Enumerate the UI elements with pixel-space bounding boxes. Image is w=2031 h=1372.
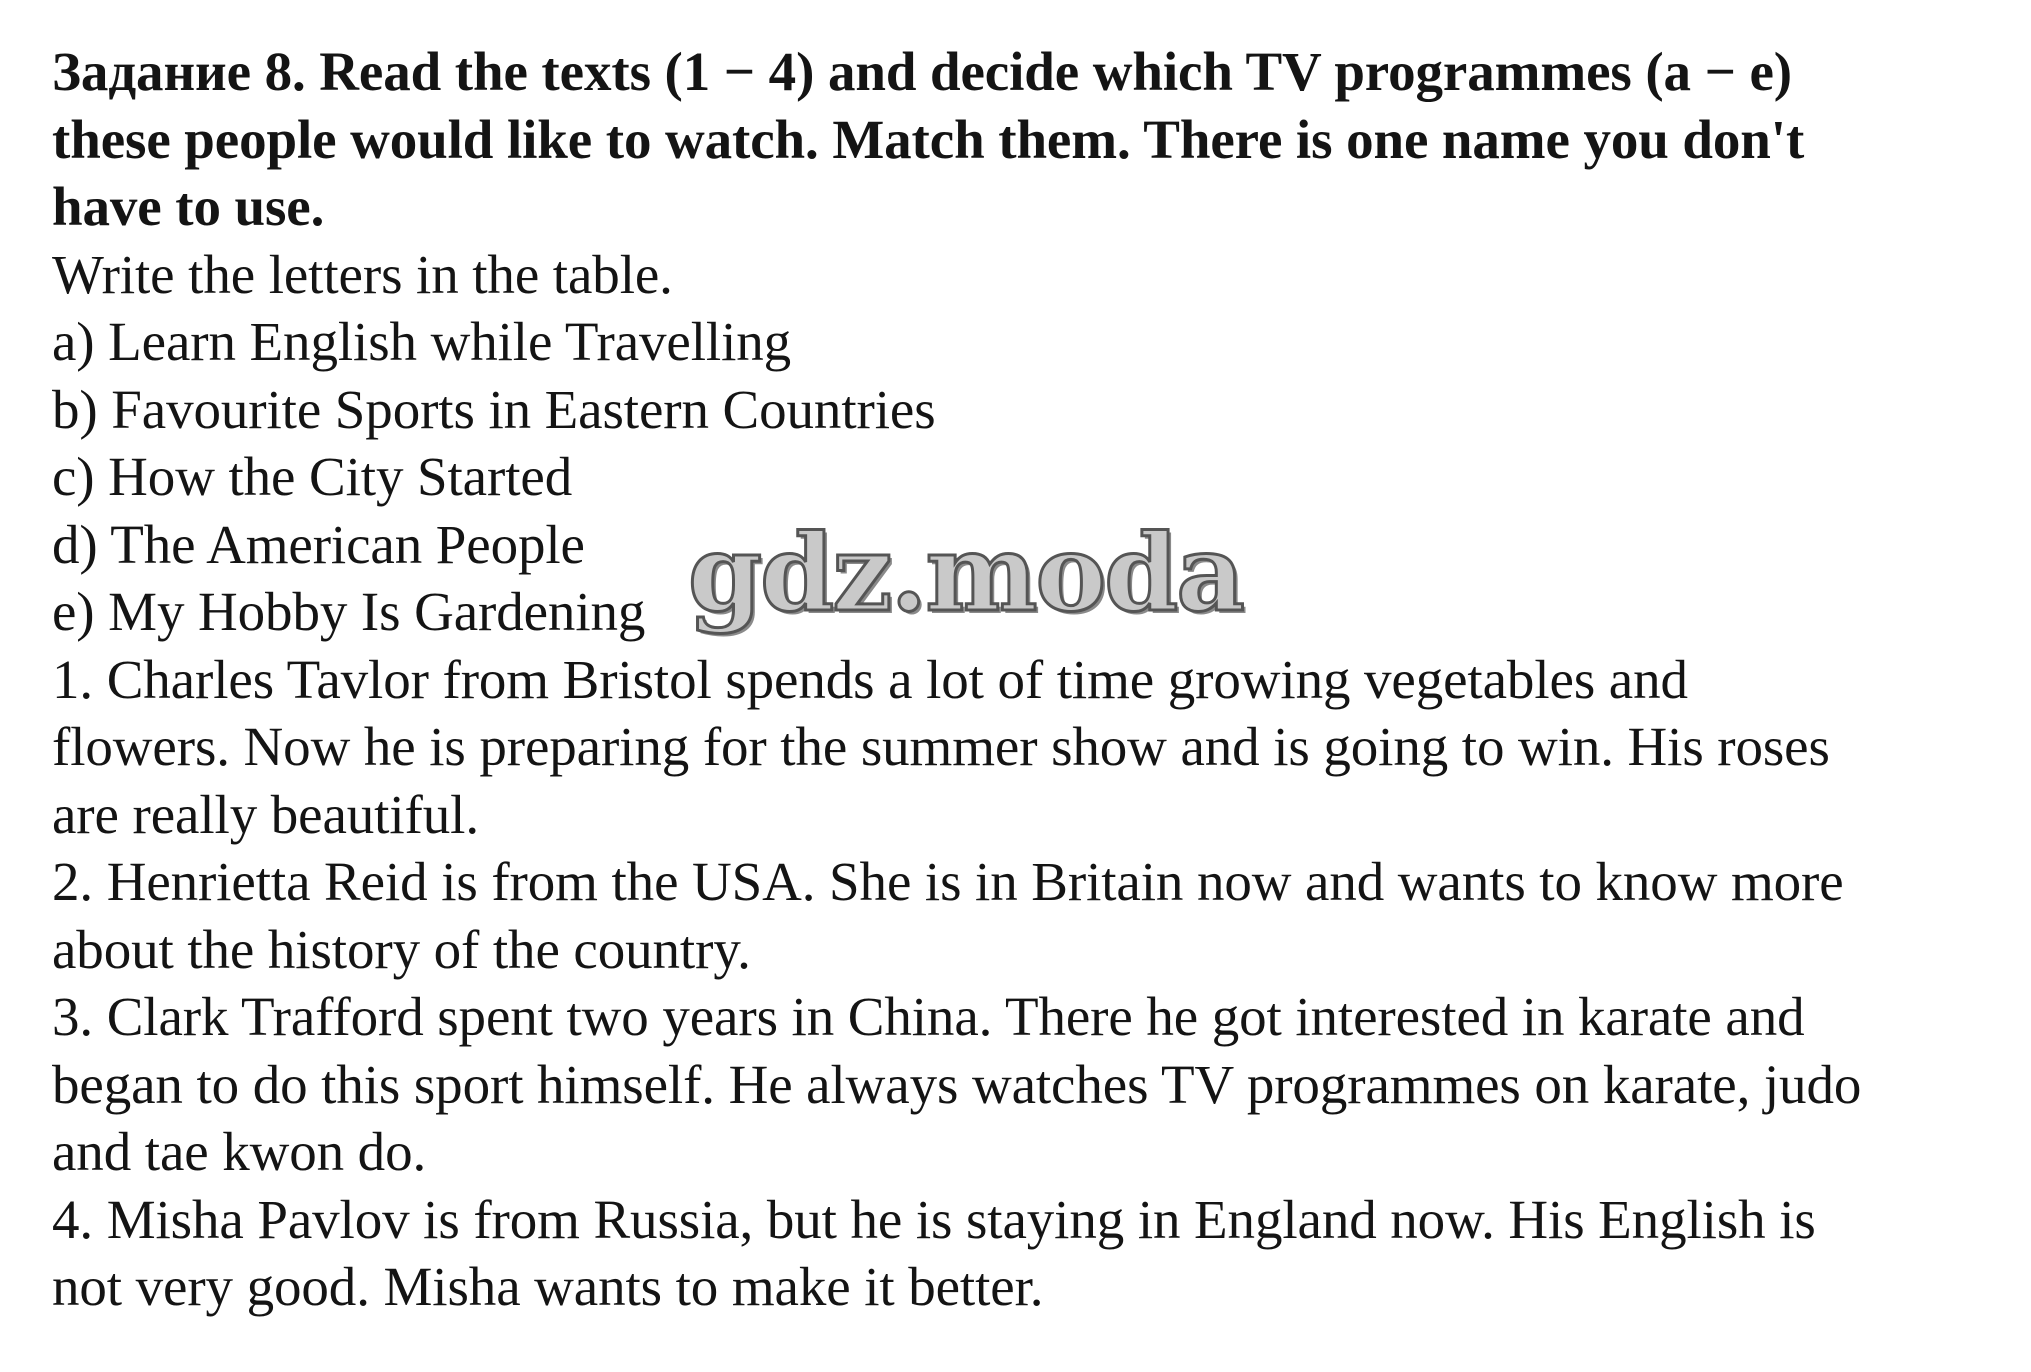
programme-item-d: d) The American People xyxy=(52,513,585,575)
programme-item-b: b) Favourite Sports in Eastern Countries xyxy=(52,378,936,440)
person-text-3-line-2: began to do this sport himself. He always watches TV programmes on karate, judo xyxy=(52,1053,1862,1115)
person-text-2-line-2: about the history of the country. xyxy=(52,918,751,980)
person-text-2-line-1: 2. Henrietta Reid is from the USA. She is in Britain now and wants to know more xyxy=(52,851,1844,912)
person-text-1-line-3: are really beautiful. xyxy=(52,783,479,845)
task-heading-line-3: have to use. xyxy=(52,176,325,237)
person-text-3-line-3: and tae kwon do. xyxy=(52,1121,427,1182)
person-text-1-line-2: flowers. Now he is preparing for the summer show and is going to win. His roses xyxy=(52,716,1830,777)
person-text-4-line-2: not very good. Misha wants to make it better. xyxy=(52,1256,1044,1317)
person-text-4 xyxy=(52,1186,2012,1321)
person-text-4-line-1: 4. Misha Pavlov is from Russia, but he is staying in England now. His English is xyxy=(52,1188,1816,1250)
task-heading-line-2: these people would like to watch. Match them. There is one name you don't xyxy=(52,108,1805,170)
person-text-3 xyxy=(52,983,2012,1186)
person-text-1-line-1: 1. Charles Tavlor from Bristol spends a lot of time growing vegetables and xyxy=(52,648,1688,710)
programme-item-c: c) How the City Started xyxy=(52,446,573,507)
task-heading-line-1: Задание 8. Read the texts (1 − 4) and decide which TV programmes (a − e) xyxy=(52,41,1793,102)
programme-item-e: e) My Hobby Is Gardening xyxy=(52,581,646,642)
person-text-list xyxy=(52,646,2012,1321)
watermark-logo: gdz.moda xyxy=(688,510,1243,635)
person-text-3-line-1: 3. Clark Trafford spent two years in China. There he got interested in karate and xyxy=(52,986,1805,1047)
programme-item-a: a) Learn English while Travelling xyxy=(52,311,792,372)
task-page xyxy=(52,38,2012,1321)
person-text-1 xyxy=(52,646,2012,849)
task-instruction: Write the letters in the table. xyxy=(52,243,673,305)
person-text-2 xyxy=(52,848,2012,983)
